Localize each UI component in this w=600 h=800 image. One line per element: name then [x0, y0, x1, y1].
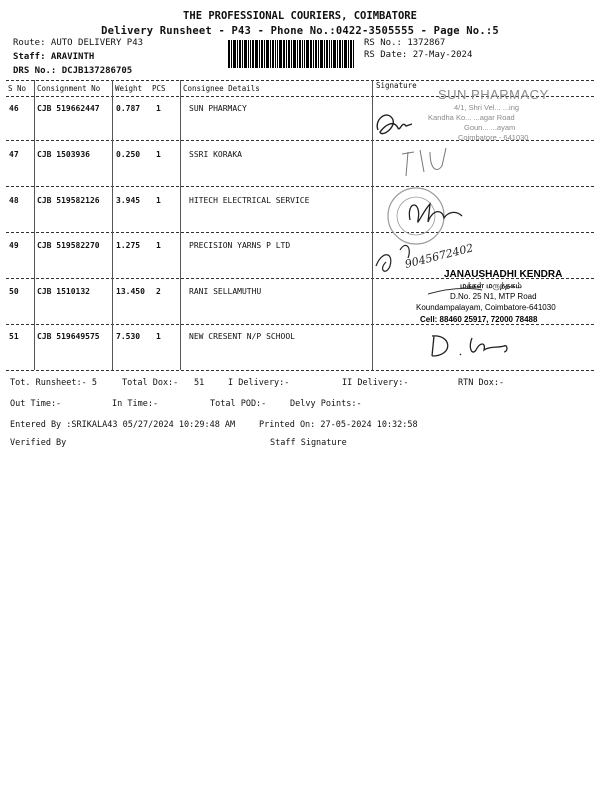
row-weight: 3.945	[116, 196, 141, 205]
row-consignee: NEW CRESENT N/P SCHOOL	[189, 332, 295, 341]
janaushadhi-stamp	[416, 269, 562, 324]
jk-stamp-line: D.No. 25 N1, MTP Road	[450, 292, 537, 301]
row-weight: 0.787	[116, 104, 141, 113]
printed-on: Printed On: 27-05-2024 10:32:58	[259, 420, 418, 430]
delivery-points: Delvy Points:-	[290, 399, 362, 409]
row-consignee: HITECH ELECTRICAL SERVICE	[189, 196, 310, 205]
col-header-signature: Signature	[376, 81, 417, 90]
row-consignment: CJB 1510132	[37, 287, 90, 296]
in-time: In Time:-	[112, 399, 159, 409]
sun-pharmacy-stamp	[428, 87, 549, 142]
row-consignee: SSRI KORAKA	[189, 150, 242, 159]
handwritten-phone: 9045672402	[403, 241, 475, 271]
row-sno: 50	[9, 287, 19, 296]
jk-stamp-tamil: மக்கள் மருந்தகம்	[460, 281, 522, 290]
row-consignee: RANI SELLAMUTHU	[189, 287, 262, 296]
col-header-pcs: PCS	[152, 84, 166, 93]
route-label: Route: AUTO DELIVERY P43	[13, 38, 144, 48]
handwritten-signature	[432, 336, 507, 356]
row-pcs: 1	[156, 104, 161, 113]
handwritten-signature	[377, 115, 412, 134]
sun-stamp-line: Coimbatore - 641030	[458, 133, 529, 142]
row-pcs: 1	[156, 332, 161, 341]
round-stamp	[388, 188, 444, 244]
sun-stamp-line: Kandha Ko... ...agar Road	[428, 113, 515, 122]
row-sno: 47	[9, 150, 19, 159]
row-sno: 51	[9, 332, 19, 341]
row-weight: 0.250	[116, 150, 141, 159]
rtn-dox: RTN Dox:-	[458, 378, 505, 388]
row-consignment: CJB 1503936	[37, 150, 90, 159]
row-consignee: PRECISION YARNS P LTD	[189, 241, 291, 250]
staff-label: Staff: ARAVINTH	[13, 52, 95, 62]
handwritten-mark	[402, 148, 446, 176]
col-header-sno: S No	[8, 84, 27, 93]
jk-stamp-line: Cell: 88460 25917, 72000 78488	[420, 315, 538, 324]
col-header-consignee: Consignee Details	[183, 84, 260, 93]
col-header-consignment: Consignment No	[37, 84, 101, 93]
i-delivery: I Delivery:-	[228, 378, 290, 388]
drs-number: DRS No.: DCJB137286705	[13, 66, 133, 76]
ii-delivery: II Delivery:-	[342, 378, 409, 388]
sun-stamp-line: 4/1, Shri Vel... ...ing	[454, 103, 520, 112]
column-divider	[34, 80, 35, 370]
total-pod: Total POD:-	[210, 399, 267, 409]
out-time: Out Time:-	[10, 399, 62, 409]
row-weight: 7.530	[116, 332, 141, 341]
table-bottom-rule	[6, 370, 594, 371]
row-consignment: CJB 519662447	[37, 104, 100, 113]
company-title: THE PROFESSIONAL COURIERS, COIMBATORE	[183, 10, 417, 22]
row-consignment: CJB 519582270	[37, 241, 100, 250]
column-divider	[180, 80, 181, 370]
row-pcs: 1	[156, 150, 161, 159]
barcode	[228, 40, 354, 68]
jk-stamp-line: Koundampalayam, Coimbatore-641030	[416, 303, 556, 312]
total-runsheet: Tot. Runsheet:- 5	[10, 378, 97, 388]
rs-number: RS No.: 1372867	[364, 38, 446, 48]
row-sno: 48	[9, 196, 19, 205]
total-dox-label: Total Dox:-	[122, 378, 179, 388]
row-consignment: CJB 519649575	[37, 332, 100, 341]
sun-stamp-line: Goun... ...ayam	[464, 123, 516, 132]
column-divider	[112, 80, 113, 370]
signature-area	[372, 80, 594, 370]
sun-stamp-title: SUN PHARMACY	[438, 87, 549, 102]
row-pcs: 1	[156, 241, 161, 250]
jk-stamp-title: JANAUSHADHI KENDRA	[444, 269, 563, 280]
entered-by: Entered By :SRIKALA43 05/27/2024 10:29:48 AM	[10, 420, 236, 430]
row-sno: 49	[9, 241, 19, 250]
rs-date: RS Date: 27-May-2024	[364, 50, 473, 60]
row-weight: 13.450	[116, 287, 145, 296]
col-header-weight: Weight	[115, 84, 143, 93]
row-consignment: CJB 519582126	[37, 196, 100, 205]
row-sno: 46	[9, 104, 19, 113]
row-pcs: 1	[156, 196, 161, 205]
handwritten-signature	[409, 204, 462, 222]
staff-signature: Staff Signature	[270, 438, 347, 448]
runsheet-subtitle: Delivery Runsheet - P43 - Phone No.:0422-3505555 - Page No.:5	[101, 25, 499, 37]
total-dox-count: 51	[194, 378, 205, 388]
row-consignee: SUN PHARMACY	[189, 104, 247, 113]
row-pcs: 2	[156, 287, 161, 296]
row-weight: 1.275	[116, 241, 141, 250]
verified-by: Verified By	[10, 438, 67, 448]
